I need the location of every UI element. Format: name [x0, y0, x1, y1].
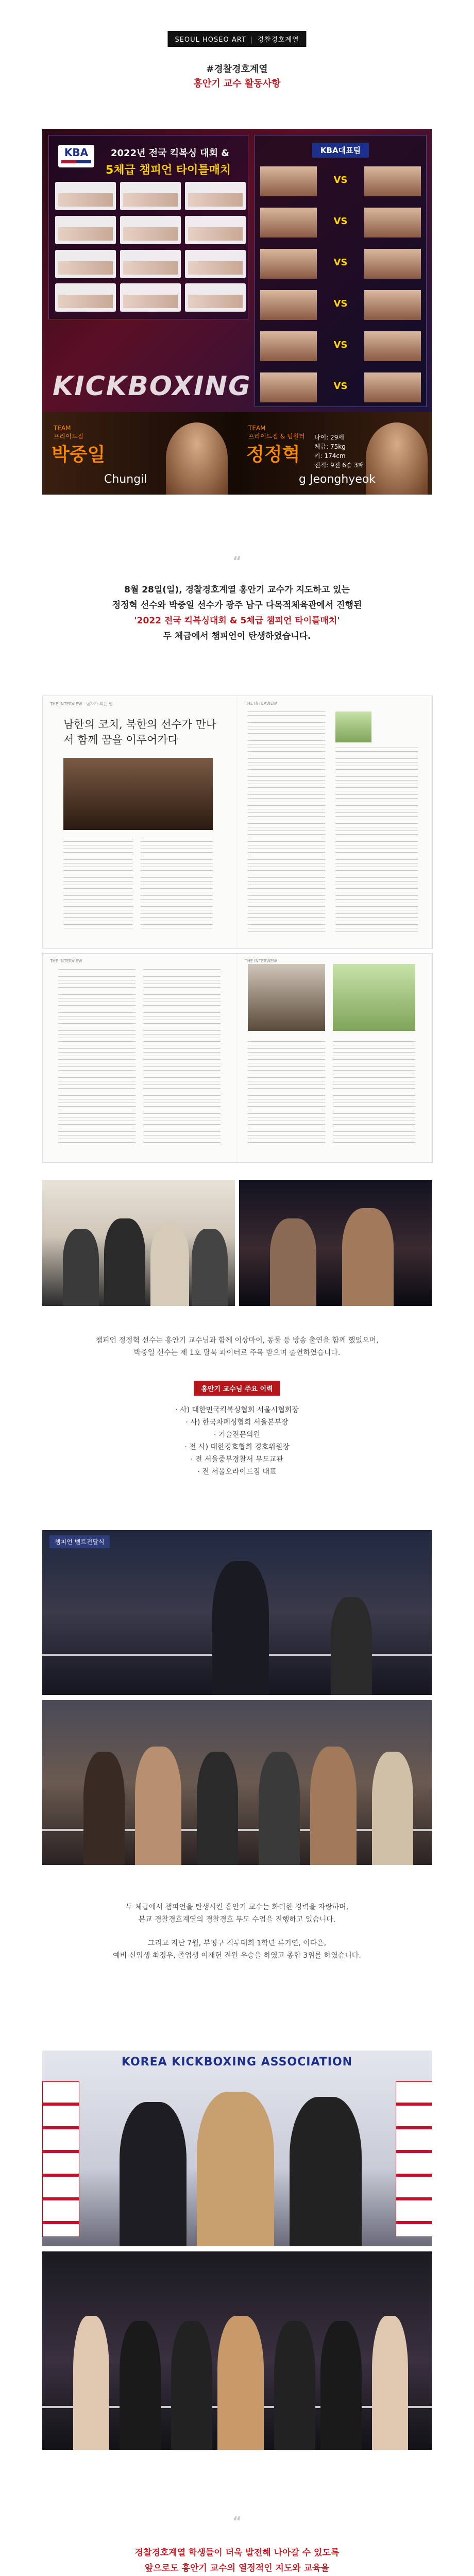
magazine-title: 남한의 코치, 북한의 선수가 만나서 함께 꿈을 이루어가다: [63, 718, 217, 746]
fighter-name-en: Chungil: [104, 473, 147, 486]
ring-photo: [239, 1180, 432, 1306]
magazine-photo: [63, 758, 213, 830]
matchup-row: VS: [260, 208, 421, 238]
magazine-header: THE INTERVIEW: [50, 959, 82, 963]
closing-line: 앞으로도 홍안기 교수의 열정적인 지도와 교육을: [144, 2563, 330, 2573]
fighter-banner-right: [237, 412, 432, 495]
poster-lineup-panel: [48, 135, 248, 319]
kba-logo: KBA: [58, 145, 94, 167]
result-caption: [31, 1901, 443, 1962]
closing-message: [36, 2545, 438, 2576]
fighter-card: [185, 182, 246, 210]
fighter-card: [55, 216, 116, 244]
fighter-card: [55, 182, 116, 210]
fighter-banner-left: [42, 412, 237, 495]
fighter-team: TEAM 프라이드짐: [54, 425, 83, 440]
career-item: · 사) 대한민국킥복싱협회 서울시협회장: [175, 1406, 299, 1414]
matchup-row: VS: [260, 249, 421, 279]
photos-caption: [31, 1334, 443, 1359]
caption-line: 박중일 선수는 제 1호 탈북 파이터로 주목 받으며 출연하였습니다.: [133, 1349, 341, 1357]
lead-line: 8월 28일(일), 경찰경호계열 홍안기 교수가 지도하고 있는: [124, 585, 350, 595]
header-badge: SEOUL HOSEO ART | 경찰경호계열: [167, 31, 306, 47]
lead-line: 정정혁 선수와 박중일 선수가 광주 남구 다목적체육관에서 진행된: [112, 600, 362, 611]
fighter-name-ko: 박중일: [52, 444, 106, 465]
caption-line: 예비 신입생 최정우, 졸업생 이재헌 전원 우승을 하였고 종합 3위를 하였습니다.: [113, 1952, 361, 1960]
fighter-card: [120, 216, 181, 244]
fighter-name-ko: 정정혁: [246, 444, 300, 465]
career-item: · 전 사) 대한경호협회 경호위원장: [184, 1443, 290, 1451]
section-tag: 챔피언 벨트전달식: [49, 1535, 110, 1548]
brand-label: SEOUL HOSEO ART: [175, 36, 246, 44]
fighter-card: [120, 182, 181, 210]
career-item: · 전 서울중부경찰서 무도교관: [190, 1455, 284, 1464]
career-list: [0, 1404, 474, 1478]
magazine-photo: [248, 964, 325, 1031]
lead-paragraph: [31, 582, 443, 644]
caption-line: 챔피언 정정혁 선수는 홍안기 교수님과 함께 이상마이, 동물 등 방송 출연을 함께 했었으며,: [95, 1336, 379, 1345]
magazine-header: THE INTERVIEW · 남자가 되는 법: [50, 702, 113, 706]
page-hashtag: #경찰경호계열: [206, 64, 268, 75]
fighter-card: [185, 216, 246, 244]
career-item: · 전 서울오라이드짐 대표: [197, 1468, 277, 1476]
dept-label: 경찰경호계열: [257, 36, 299, 44]
quote-mark: “: [232, 2514, 242, 2530]
career-label: 홍안기 교수님 주요 이력: [194, 1381, 280, 1396]
matchup-row: VS: [260, 166, 421, 196]
caption-line: 두 체급에서 챔피언을 탄생시킨 홍안기 교수는 화려한 경력을 자랑하며,: [125, 1903, 349, 1911]
magazine-header: THE INTERVIEW: [245, 701, 277, 706]
fighter-card: [55, 250, 116, 278]
fighter-team: TEAM 프라이드짐 & 팀원터: [248, 425, 305, 440]
page-title: 홍안기 교수 활동사항: [193, 78, 281, 89]
fighter-card: [185, 250, 246, 278]
fighter-grid: [55, 182, 246, 313]
association-banner: KOREA KICKBOXING ASSOCIATION: [121, 2056, 353, 2069]
poster-headline: 2022년 전국 킥복싱 대회 &: [111, 148, 229, 159]
career-item: · 기술전문의원: [213, 1431, 261, 1439]
association-photo: [42, 2050, 432, 2246]
magazine-scan: [42, 696, 433, 949]
fighter-card: [55, 283, 116, 312]
matchup-row: VS: [260, 372, 421, 402]
tv-appearance-photo: [42, 1180, 235, 1306]
matchup-row: VS: [260, 331, 421, 361]
magazine-photo: [333, 964, 415, 1031]
award-group-photo: [42, 2251, 432, 2450]
fighter-card: [185, 283, 246, 312]
event-poster: [42, 129, 432, 495]
fighter-photo: [166, 422, 228, 495]
magazine-photo: [335, 711, 371, 742]
career-item: · 사) 한국차폐싱협회 서울본부장: [185, 1418, 289, 1427]
closing-line: 경찰경호계열 학생들이 더욱 발전해 나아갈 수 있도록: [134, 2548, 340, 2558]
caption-line: 본교 경찰경호계열의 경찰경호 무도 수업을 진행하고 있습니다.: [138, 1916, 336, 1924]
fighter-card: [120, 250, 181, 278]
matchup-row: VS: [260, 290, 421, 320]
lead-line-highlight: '2022 전국 킥복싱대회 & 5체급 챔피언 타이틀매치': [134, 616, 340, 626]
magazine-header: THE INTERVIEW: [245, 959, 277, 963]
fighter-name-en: g Jeonghyeok: [299, 473, 376, 486]
kickboxing-wordmark: KICKBOXING: [53, 371, 251, 402]
belt-ceremony-photo: [42, 1530, 432, 1695]
fighter-info: 나이: 29세 체급: 75kg 키: 174cm 전적: 9전 6승 3패: [314, 434, 364, 469]
magazine-scan: [42, 953, 433, 1163]
kba-rep-label: KBA대표팀: [312, 143, 369, 158]
fighter-card: [120, 283, 181, 312]
award-photo: [42, 1700, 432, 1865]
caption-line: 그리고 지난 7월, 부평구 격투대회 1학년 류기연, 이다은,: [147, 1939, 327, 1947]
poster-subheadline: 5체급 챔피언 타이틀매치: [106, 164, 231, 177]
kba-rep-panel: [255, 135, 427, 407]
quote-mark: “: [232, 554, 242, 569]
lead-line: 두 체급에서 챔피언이 탄생하였습니다.: [163, 631, 311, 641]
